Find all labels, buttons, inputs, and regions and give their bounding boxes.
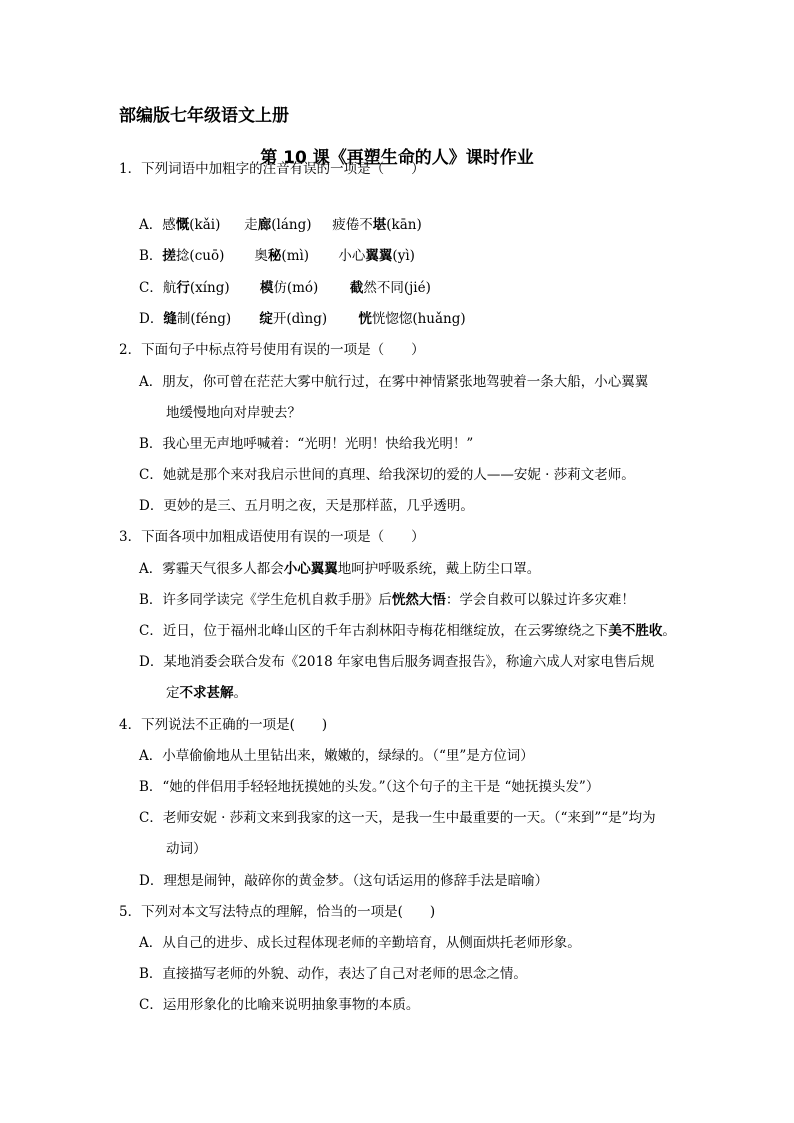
question-4-stem: 4．下列说法不正确的一项是( ) (119, 717, 328, 733)
question-3-option-b: B．许多同学读完《学生危机自救手册》后恍然大悟：学会自救可以躲过许多灾难！ (139, 592, 635, 608)
option-label: D． (139, 311, 164, 327)
question-1-option-a (139, 216, 422, 234)
question-1-option-d (139, 310, 466, 328)
question-5-option-a: A．从自己的进步、成长过程体现老师的辛勤培育，从侧面烘托老师形象。 (139, 935, 581, 951)
lesson-title: 第 10 课《再塑生命的人》课时作业 (260, 148, 534, 168)
word: 疲倦不堪(kān) (332, 217, 422, 233)
word: 截然不同(jié) (349, 280, 431, 296)
question-2-option-a: A．朋友，你可曾在茫茫大雾中航行过，在雾中神情紧张地驾驶着一条大船，小心翼翼 (139, 374, 649, 390)
question-1-option-b (139, 247, 415, 265)
word: 搓捻(cuō) (162, 248, 225, 264)
word: 缝制(féng) (163, 311, 232, 327)
word: 模仿(mó) (259, 280, 319, 296)
word: 小心翼翼(yì) (338, 248, 415, 264)
question-5-option-b: B．直接描写老师的外貌、动作，表达了自己对老师的思念之情。 (139, 966, 527, 982)
document-header: 部编版七年级语文上册 (119, 106, 289, 126)
question-5-option-c: C．运用形象化的比喻来说明抽象事物的本质。 (139, 997, 420, 1013)
question-3-stem: 3．下面各项中加粗成语使用有误的一项是（ ） (119, 529, 425, 545)
option-label: C． (139, 280, 163, 296)
question-5-stem: 5．下列对本文写法特点的理解，恰当的一项是( ) (119, 904, 436, 920)
question-2-option-d: D．更妙的是三、五月明之夜，天是那样蓝，几乎透明。 (139, 498, 474, 514)
question-4-option-b: B．“她的伴侣用手轻轻地抚摸她的头发。”（这个句子的主干是 “她抚摸头发”） (139, 779, 600, 795)
question-3-option-a: A．雾霾天气很多人都会小心翼翼地呵护呼吸系统，戴上防尘口罩。 (139, 561, 541, 577)
question-4-option-c-cont: 动词） (166, 841, 207, 857)
question-2-option-b: B．我心里无声地呼喊着：“光明！光明！快给我光明！” (139, 436, 474, 452)
question-1-option-c (139, 279, 431, 297)
question-3-option-d: D．某地消委会联合发布《2018 年家电售后服务调查报告》，称逾六成人对家电售后规 (139, 654, 655, 670)
question-2-option-a-cont: 地缓慢地向对岸驶去？ (166, 405, 301, 421)
word: 走廊(láng) (244, 217, 312, 233)
question-4-option-a: A．小草偷偷地从土里钻出来，嫩嫩的，绿绿的。（“里”是方位词） (139, 748, 534, 764)
question-3-option-d-cont: 定不求甚解。 (166, 685, 247, 701)
question-3-option-c: C．近日，位于福州北峰山区的千年古刹林阳寺梅花相继绽放，在云雾缭绕之下美不胜收。 (139, 623, 676, 639)
question-4-option-c: C．老师安妮 · 莎莉文来到我家的这一天，是我一生中最重要的一天。（“来到”“是”均为 (139, 810, 656, 826)
question-2-option-c: C．她就是那个来对我启示世间的真理、给我深切的爱的人——安妮 · 莎莉文老师。 (139, 467, 635, 483)
option-label: A． (139, 217, 163, 233)
question-1-stem: 1．下列词语中加粗字的注音有误的一项是（ ） (119, 161, 425, 177)
question-4-option-d: D．理想是闹钟，敲碎你的黄金梦。（这句话运用的修辞手法是暗喻） (139, 873, 549, 889)
word: 感慨(kǎi) (162, 217, 221, 233)
option-label: B． (139, 248, 163, 264)
word: 恍恍惚惚(huǎng) (358, 311, 466, 327)
word: 奥秘(mì) (254, 248, 310, 264)
word: 绽开(dìng) (259, 311, 328, 327)
word: 航行(xíng) (162, 280, 230, 296)
question-2-stem: 2．下面句子中标点符号使用有误的一项是（ ） (119, 342, 425, 358)
